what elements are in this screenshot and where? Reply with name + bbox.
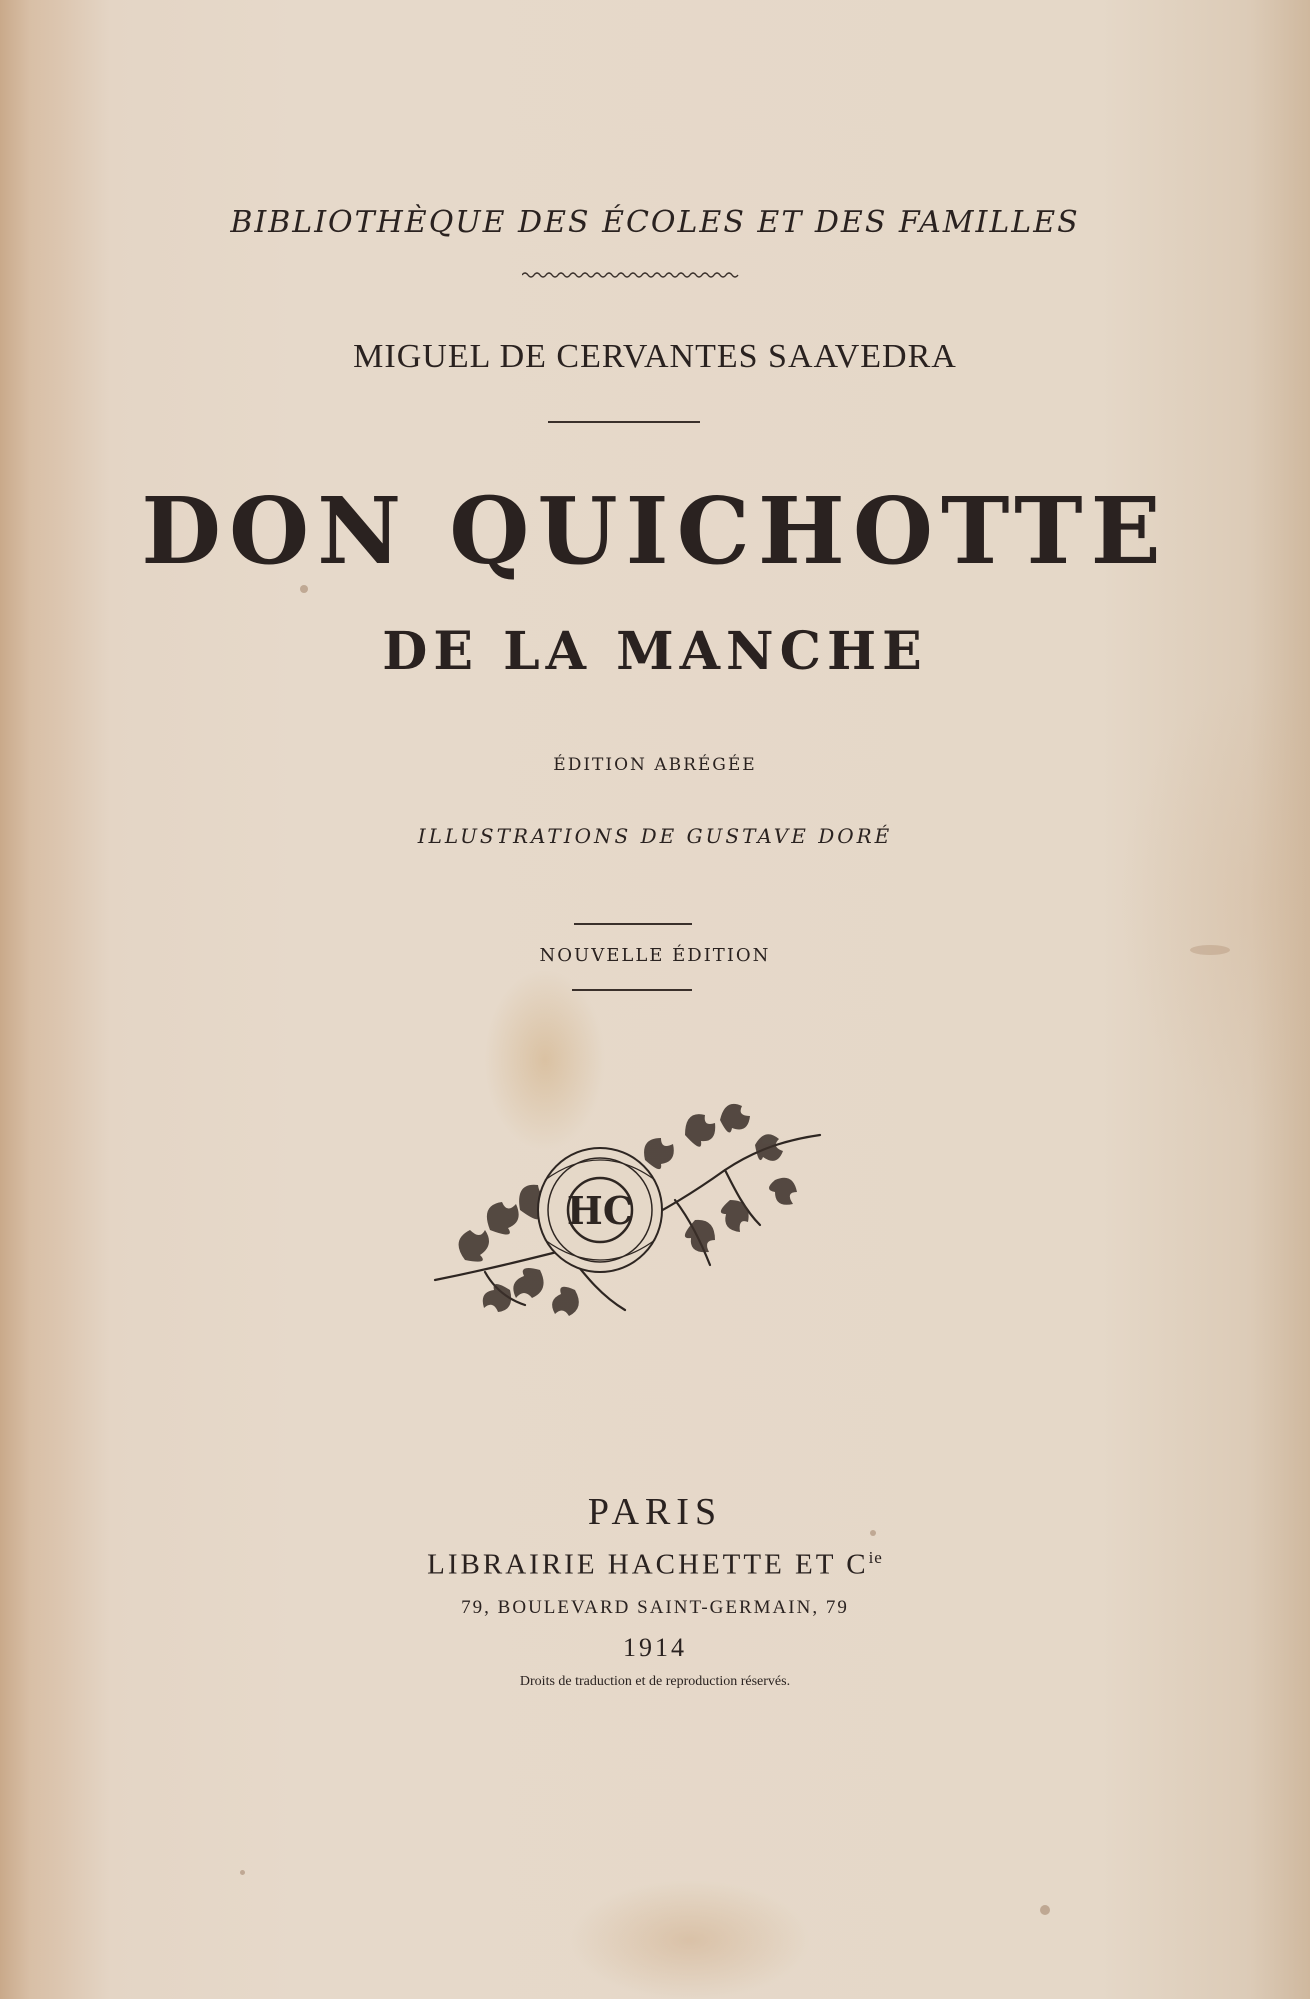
imprint-address: 79, BOULEVARD SAINT-GERMAIN, 79 (461, 1597, 849, 1618)
publisher-suffix: ie (868, 1548, 883, 1567)
paper-speck (870, 1530, 876, 1536)
ornamental-wavy-rule (522, 270, 742, 280)
book-subtitle: DE LA MANCHE (382, 621, 928, 682)
rights-notice: Droits de traduction et de reproduction réservés. (519, 1674, 791, 1689)
paper-speck (1040, 1905, 1050, 1915)
divider-rule (548, 421, 700, 423)
imprint-city: PARIS (587, 1491, 723, 1533)
paper-speck (240, 1870, 245, 1875)
divider-rule (574, 923, 692, 925)
illustrator-credit: ILLUSTRATIONS DE GUSTAVE DORÉ (417, 824, 893, 848)
edition-label: NOUVELLE ÉDITION (539, 945, 771, 966)
oak-branch-monogram-emblem (425, 1100, 825, 1330)
imprint-publisher (0, 1548, 1310, 1582)
paper-speck (1190, 945, 1230, 955)
series-title: BIBLIOTHÈQUE DES ÉCOLES ET DES FAMILLES (230, 205, 1080, 240)
author-name: MIGUEL DE CERVANTES SAAVEDRA (353, 338, 957, 375)
edition-note: ÉDITION ABRÉGÉE (553, 755, 757, 775)
publisher-name: LIBRAIRIE HACHETTE ET C (427, 1548, 869, 1581)
monogram-text: HC (566, 1188, 634, 1233)
divider-rule (572, 989, 692, 991)
imprint-year: 1914 (623, 1633, 687, 1662)
paper-speck (300, 585, 308, 593)
book-title: DON QUICHOTTE (141, 477, 1169, 585)
